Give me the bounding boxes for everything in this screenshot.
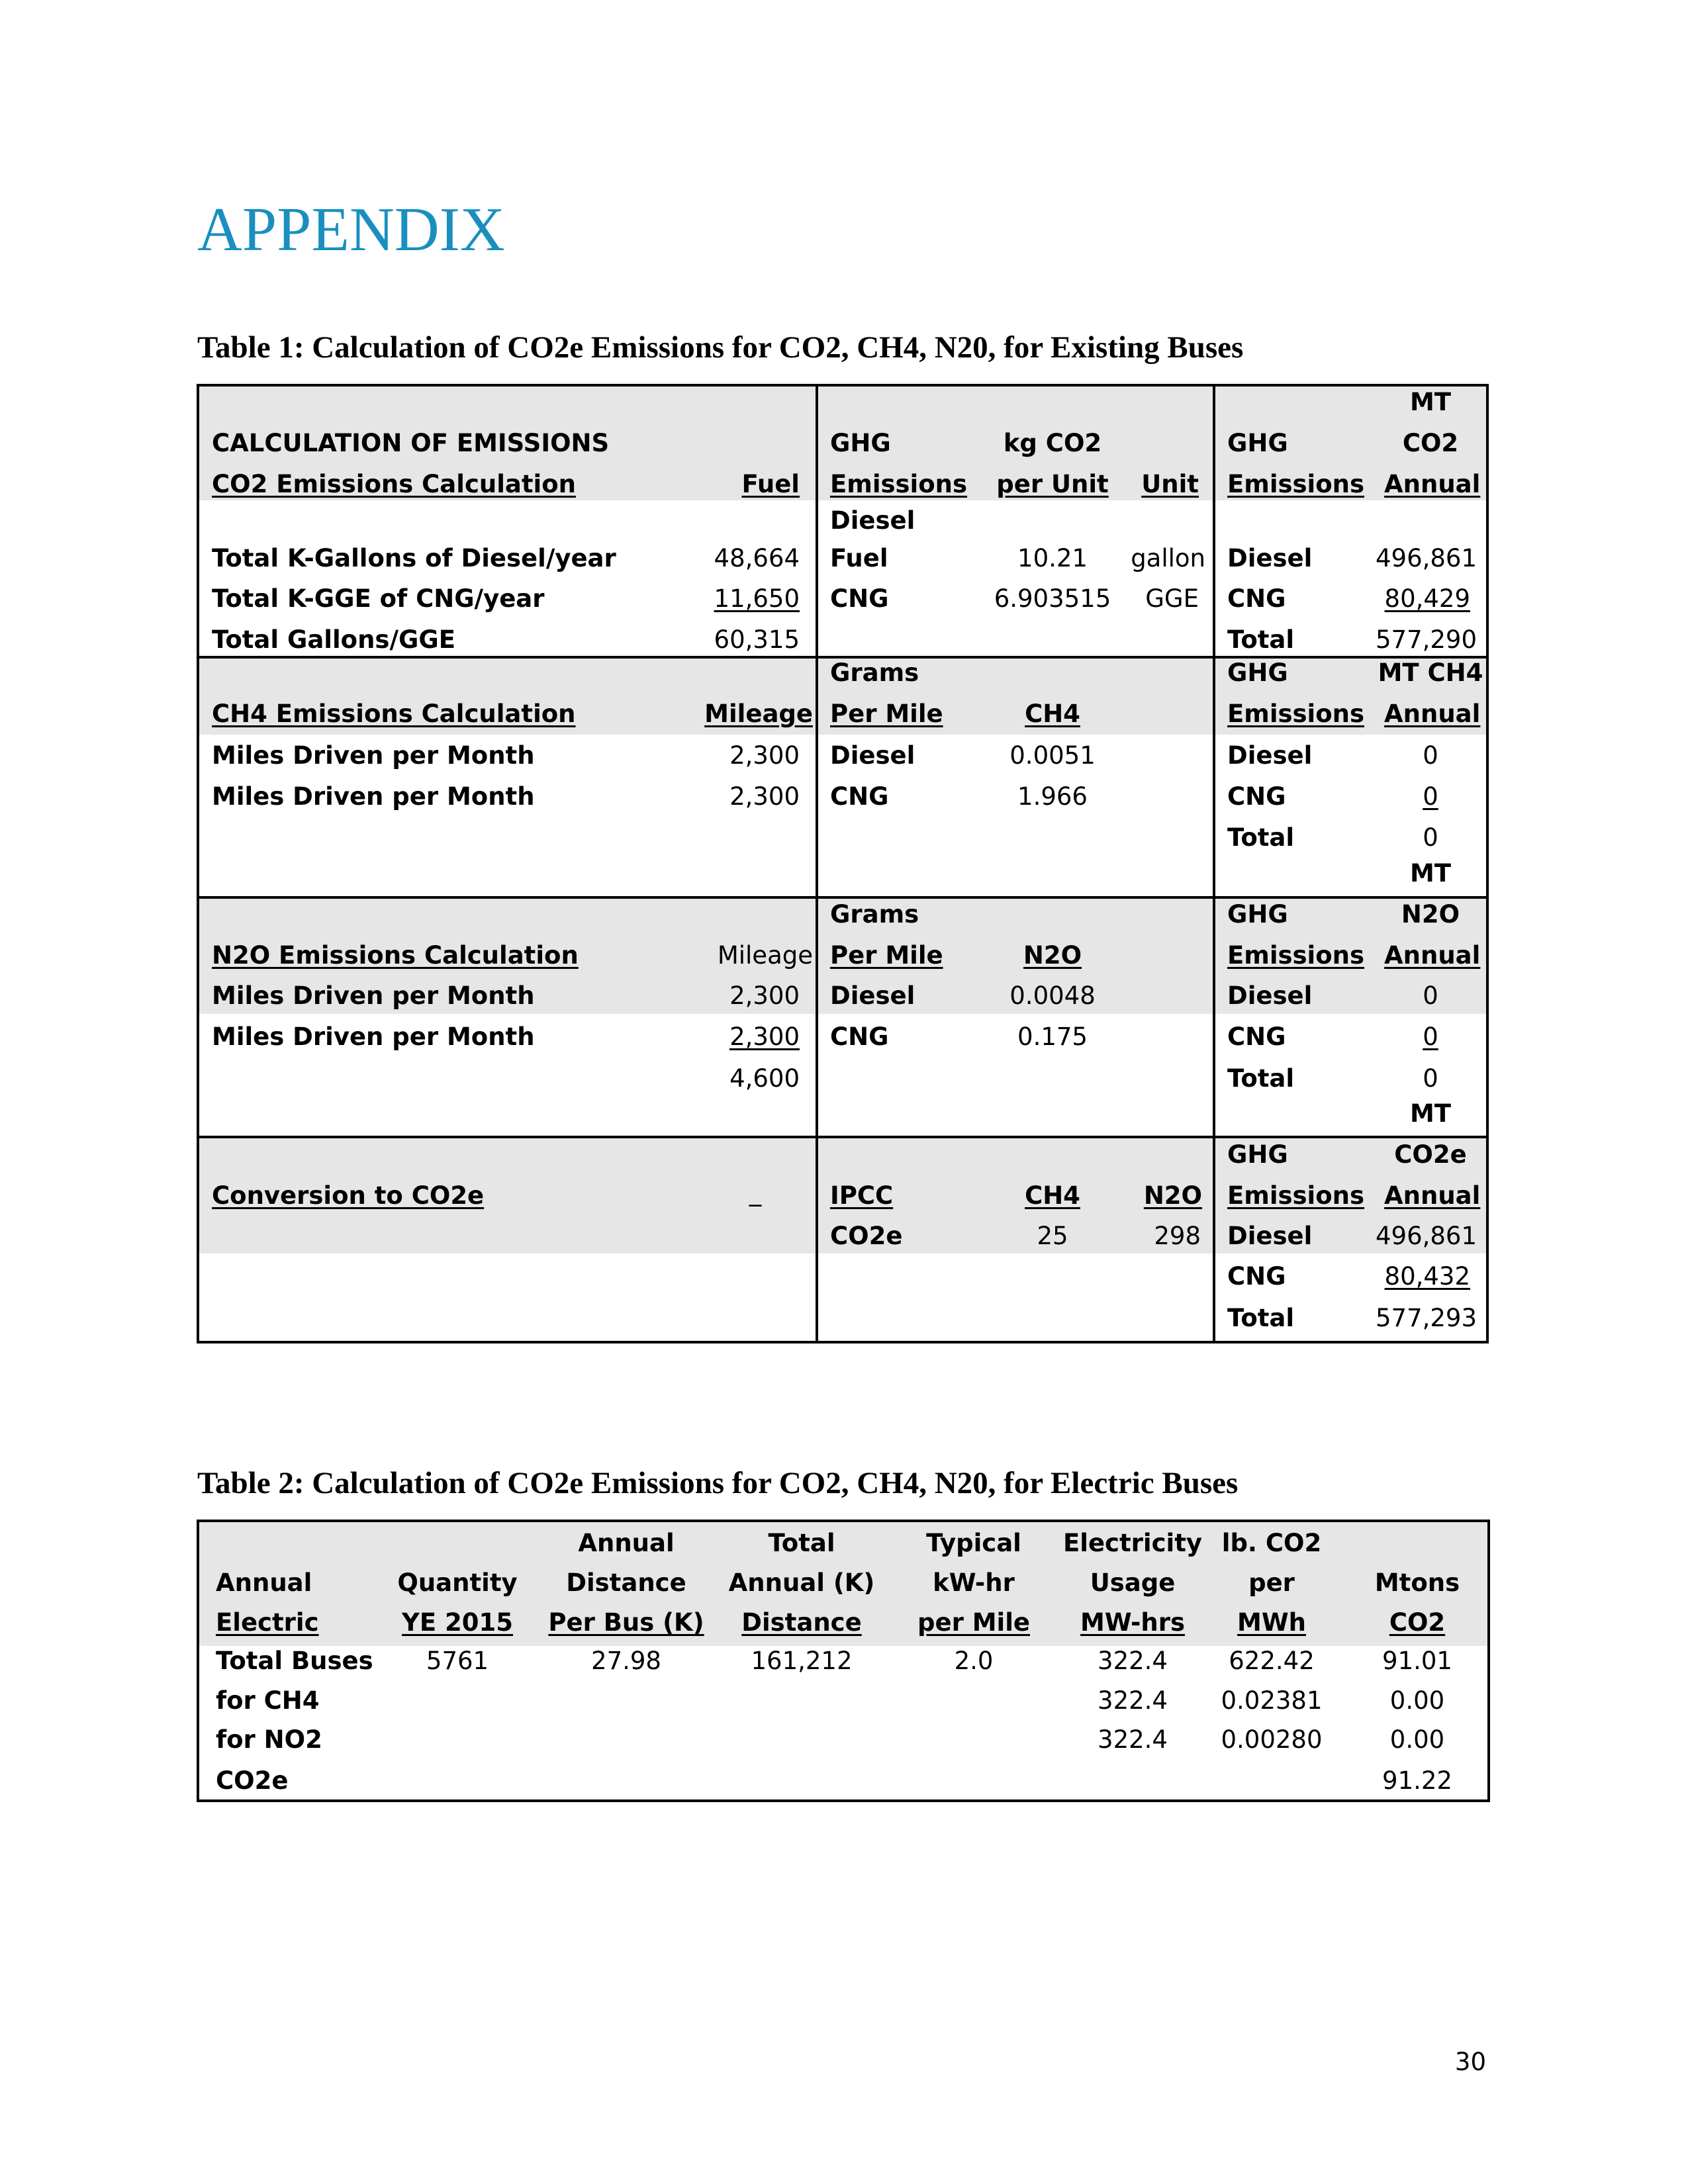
n2o-section-title: N2O Emissions Calculation <box>212 941 579 970</box>
fuel-type: CNG <box>830 782 889 811</box>
row-label: Total K-GGE of CNG/year <box>212 584 545 613</box>
mt-header: MT <box>1409 388 1452 416</box>
per-bus-header: Per Bus (K) <box>548 1608 704 1637</box>
mileage-total: 4,600 <box>729 1064 800 1093</box>
mw-hrs-header: MW-hrs <box>1080 1608 1185 1637</box>
total-value: 0 <box>1423 1064 1438 1093</box>
grams-value: 0.0051 <box>1009 741 1096 770</box>
total-value: 577,293 <box>1375 1304 1477 1332</box>
annual-header: Annual <box>1384 700 1481 728</box>
total-value: 0 <box>1423 823 1438 852</box>
kwh-per-mile-value: 2.0 <box>954 1647 994 1675</box>
emission-label: Total <box>1227 625 1295 654</box>
quantity-header: Quantity <box>397 1569 518 1597</box>
annual-value: 577,290 <box>1375 625 1477 654</box>
emission-label: CNG <box>1227 1262 1286 1291</box>
row-label: Miles Driven per Month <box>212 782 535 811</box>
total-label: Total <box>1227 1304 1295 1332</box>
ghg-header: GHG <box>1227 659 1288 687</box>
kg-co2-header: kg CO2 <box>1003 429 1102 457</box>
n2o-header: N2O <box>1401 900 1460 929</box>
gwp-n2o-value: 298 <box>1154 1222 1201 1250</box>
per-mile-header: Per Mile <box>830 941 943 970</box>
page-number: 30 <box>1454 2048 1486 2076</box>
emissions-header: Emissions <box>1227 700 1365 728</box>
fuel-type: Diesel <box>830 741 915 770</box>
ch4-header: CH4 <box>1025 700 1080 728</box>
table-1 <box>197 384 1489 1343</box>
annual-k-header: Annual (K) <box>728 1569 875 1597</box>
unit-value: GGE <box>1145 584 1199 613</box>
mileage-header: Mileage <box>704 700 813 728</box>
annual-value: 0 <box>1423 782 1438 811</box>
annual-value: 0 <box>1423 981 1438 1010</box>
total-header: Total <box>768 1529 835 1557</box>
row-label: Miles Driven per Month <box>212 741 535 770</box>
mileage-value: 2,300 <box>729 741 800 770</box>
usage-value: 322.4 <box>1098 1686 1168 1715</box>
row-label: Total K-Gallons of Diesel/year <box>212 544 616 572</box>
electric-header: Electric <box>216 1608 319 1637</box>
per-mile-header: per Mile <box>917 1608 1030 1637</box>
emissions-header: Emissions <box>1227 1181 1365 1210</box>
annual-header: Annual <box>1384 470 1481 498</box>
fuel-type: Diesel <box>830 506 915 535</box>
mileage-header: Mileage <box>717 941 813 970</box>
appendix-heading: APPENDIX <box>197 195 505 264</box>
total-distance-value: 161,212 <box>751 1647 853 1675</box>
emission-label: Diesel <box>1227 1222 1313 1250</box>
usage-header: Usage <box>1090 1569 1176 1597</box>
calculation-of-emissions-title: CALCULATION OF EMISSIONS <box>212 429 610 457</box>
emissions-header: Emissions <box>1227 470 1365 498</box>
emission-label: Diesel <box>1227 981 1313 1010</box>
annual-value: 0 <box>1423 1023 1438 1051</box>
mtons-value: 0.00 <box>1389 1686 1445 1715</box>
per-unit-header: per Unit <box>996 470 1109 498</box>
co2e-header: CO2e <box>1394 1140 1467 1169</box>
co2-header: CO2 <box>1389 1608 1446 1637</box>
unit-value: gallon <box>1131 544 1205 572</box>
annual-header: Annual <box>216 1569 312 1597</box>
annual-value: 496,861 <box>1375 1222 1477 1250</box>
ipcc-header: IPCC <box>830 1181 894 1210</box>
emission-label: CNG <box>1227 782 1286 811</box>
fuel-type: CNG <box>830 1023 889 1051</box>
row-label: for CH4 <box>216 1686 320 1715</box>
table-1-caption: Table 1: Calculation of CO2e Emissions for CO2, CH4, N20, for Existing Buses <box>197 330 1244 365</box>
fuel-header: Fuel <box>741 470 800 498</box>
per-mile-header: Per Mile <box>830 700 943 728</box>
grams-value: 0.0048 <box>1009 981 1096 1010</box>
quantity-value: 5761 <box>426 1647 489 1675</box>
fuel-type: Fuel <box>830 544 888 572</box>
kw-hr-header: kW-hr <box>933 1569 1015 1597</box>
co2-section-title: CO2 Emissions Calculation <box>212 470 576 498</box>
row-label: CO2e <box>216 1766 289 1795</box>
mileage-value: 2,300 <box>729 782 800 811</box>
row-label: Miles Driven per Month <box>212 1023 535 1051</box>
annual-value: 0 <box>1423 741 1438 770</box>
annual-value: 80,432 <box>1384 1262 1470 1291</box>
mtons-header: Mtons <box>1374 1569 1460 1597</box>
emissions-header: Emissions <box>830 470 968 498</box>
gwp-ch4-value: 25 <box>1037 1222 1068 1250</box>
table-2 <box>197 1520 1490 1802</box>
grams-header: Grams <box>830 659 919 687</box>
co2-header: CO2 <box>1402 429 1459 457</box>
usage-value: 322.4 <box>1098 1647 1168 1675</box>
electricity-header: Electricity <box>1062 1529 1203 1557</box>
mt-header: MT <box>1409 859 1452 887</box>
n2o-header: N2O <box>1023 941 1082 970</box>
conversion-section-title: Conversion to CO2e <box>212 1181 485 1210</box>
emission-label: CNG <box>1227 584 1286 613</box>
ch4-section-title: CH4 Emissions Calculation <box>212 700 576 728</box>
annual-header: Annual <box>578 1529 675 1557</box>
emission-label: Diesel <box>1227 544 1313 572</box>
lb-per-mwh-value: 622.42 <box>1229 1647 1315 1675</box>
annual-header: Annual <box>1384 1181 1481 1210</box>
lb-co2-header: lb. CO2 <box>1221 1529 1322 1557</box>
fuel-value: 60,315 <box>714 625 800 654</box>
mt-header: MT <box>1409 1099 1452 1128</box>
row-label: Total Gallons/GGE <box>212 625 455 654</box>
mtons-value: 91.01 <box>1382 1647 1452 1675</box>
emission-label: Diesel <box>1227 741 1313 770</box>
ghg-header: GHG <box>1227 1140 1288 1169</box>
gwp-label: CO2e <box>830 1222 903 1250</box>
per-header: per <box>1248 1569 1295 1597</box>
mtons-value: 0.00 <box>1389 1725 1445 1754</box>
annual-value: 80,429 <box>1384 584 1470 613</box>
annual-header: Annual <box>1384 941 1481 970</box>
ch4-header: CH4 <box>1025 1181 1080 1210</box>
ghg-header: GHG <box>1227 429 1288 457</box>
table-2-caption: Table 2: Calculation of CO2e Emissions for CO2, CH4, N20, for Electric Buses <box>197 1466 1239 1500</box>
ghg-header: GHG <box>1227 900 1288 929</box>
total-label: Total <box>1227 1064 1295 1093</box>
ghg-header: GHG <box>830 429 891 457</box>
ye-2015-header: YE 2015 <box>402 1608 513 1637</box>
distance-header: Distance <box>566 1569 686 1597</box>
n2o-header: N2O <box>1143 1181 1202 1210</box>
mileage-value: 2,300 <box>729 1023 800 1051</box>
fuel-value: 11,650 <box>714 584 800 613</box>
mwh-header: MWh <box>1237 1608 1306 1637</box>
kg-per-unit-value: 10.21 <box>1017 544 1088 572</box>
grams-header: Grams <box>830 900 919 929</box>
distance-header: Distance <box>741 1608 862 1637</box>
grams-value: 0.175 <box>1017 1023 1088 1051</box>
row-label: Miles Driven per Month <box>212 981 535 1010</box>
fuel-type: CNG <box>830 584 889 613</box>
emission-label: CNG <box>1227 1023 1286 1051</box>
lb-per-mwh-value: 0.00280 <box>1221 1725 1323 1754</box>
row-label: for NO2 <box>216 1725 322 1754</box>
total-label: Total <box>1227 823 1295 852</box>
unit-header: Unit <box>1141 470 1199 498</box>
mileage-value: 2,300 <box>729 981 800 1010</box>
typical-header: Typical <box>926 1529 1021 1557</box>
usage-value: 322.4 <box>1098 1725 1168 1754</box>
annual-value: 496,861 <box>1375 544 1477 572</box>
row-label: Total Buses <box>216 1647 373 1675</box>
grams-value: 1.966 <box>1017 782 1088 811</box>
emissions-header: Emissions <box>1227 941 1365 970</box>
kg-per-unit-value: 6.903515 <box>994 584 1111 613</box>
mtons-value: 91.22 <box>1382 1766 1452 1795</box>
fuel-value: 48,664 <box>714 544 800 572</box>
distance-per-bus-value: 27.98 <box>591 1647 661 1675</box>
fuel-type: Diesel <box>830 981 915 1010</box>
lb-per-mwh-value: 0.02381 <box>1221 1686 1323 1715</box>
dash-mark: _ <box>749 1178 762 1206</box>
mt-ch4-header: MT CH4 <box>1378 659 1483 687</box>
